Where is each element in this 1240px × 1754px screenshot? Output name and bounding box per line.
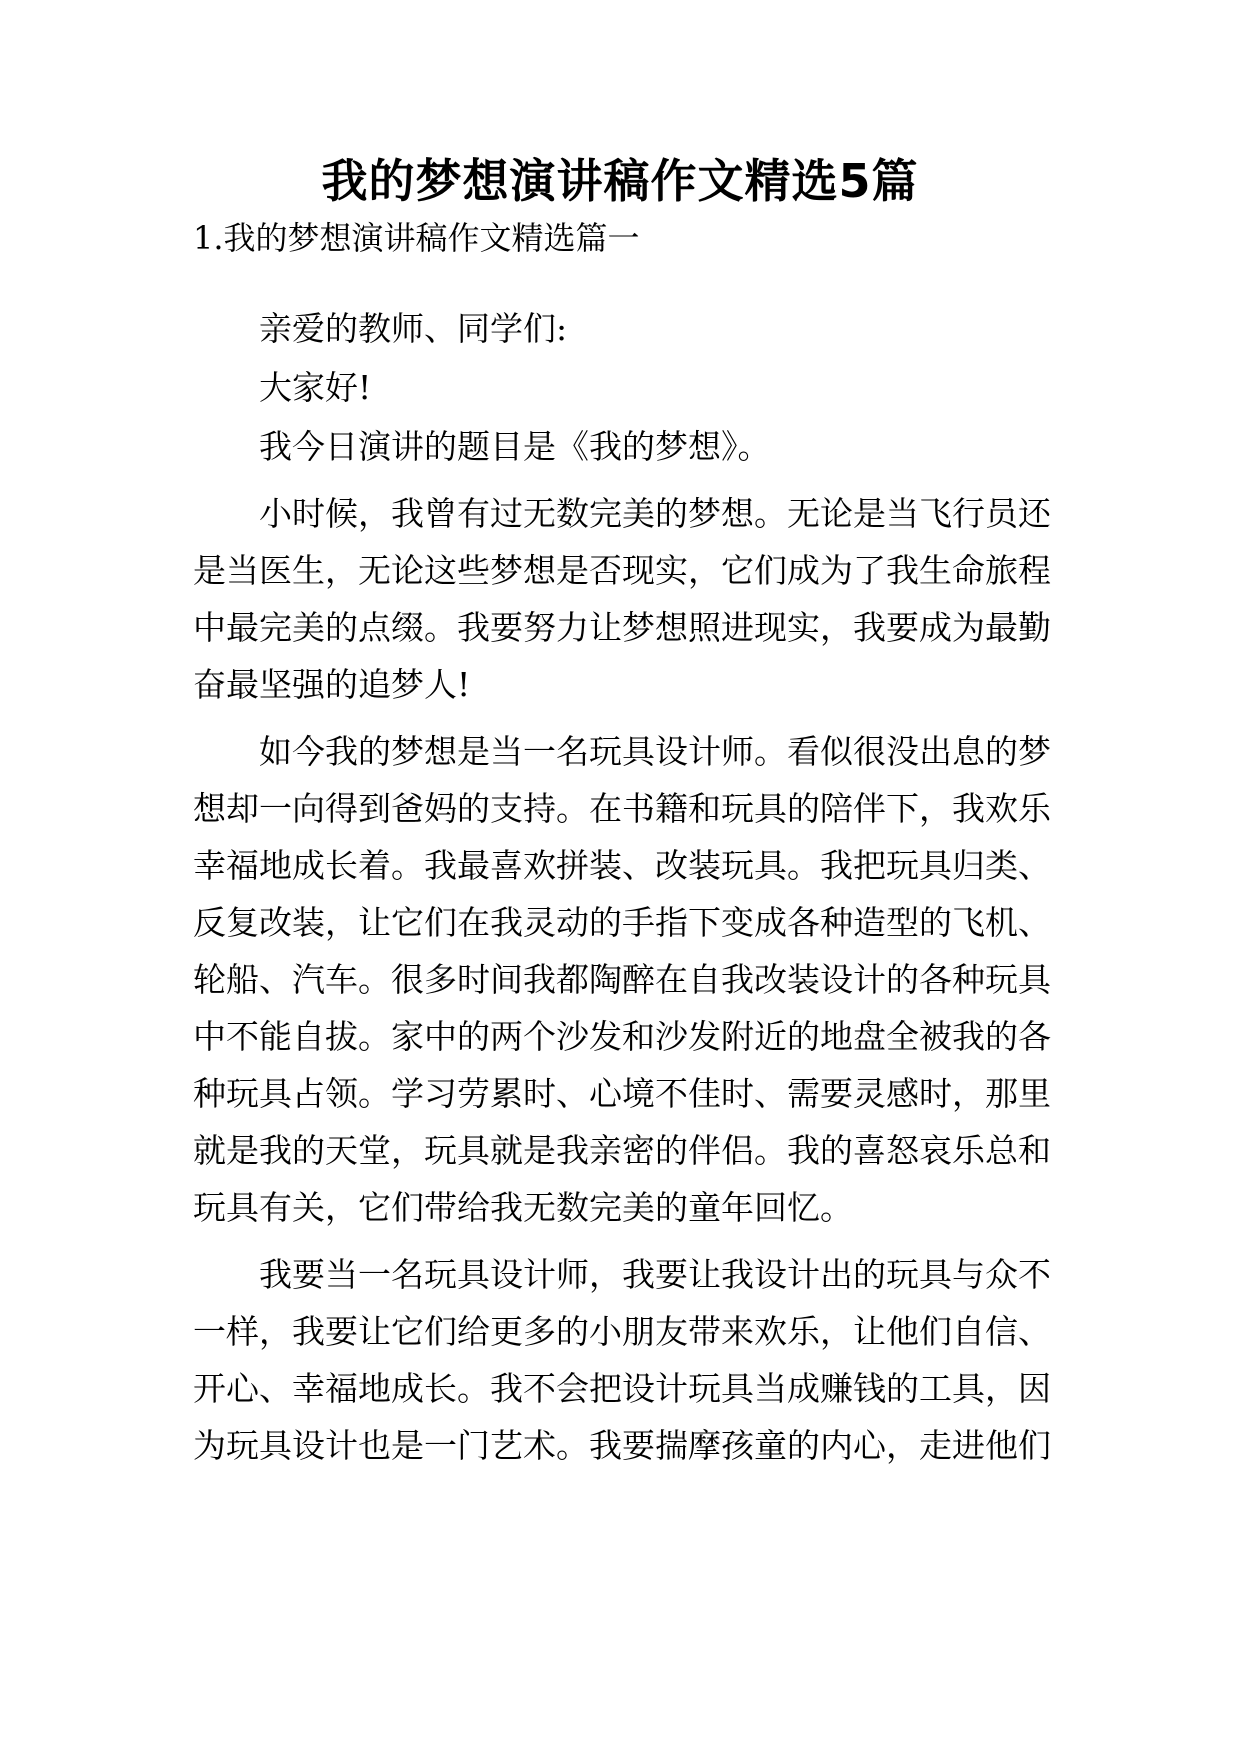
document-title: 我的梦想演讲稿作文精选5篇 <box>321 154 919 208</box>
body-paragraph: 小时候，我曾有过无数完美的梦想。无论是当飞行员还是当医生，无论这些梦想是否现实，它们成为了我生命旅程中最完美的点缀。我要努力让梦想照进现实，我要成为最勤奋最坚强的追梦人! <box>193 494 1051 704</box>
document-body <box>193 300 1061 1474</box>
greeting-paragraph: 大家好! <box>259 368 372 407</box>
salutation-paragraph: 亲爱的教师、同学们: <box>259 309 568 348</box>
body-paragraph: 我要当一名玩具设计师，我要让我设计出的玩具与众不一样，我要让它们给更多的小朋友带来欢乐，让他们自信、开心、幸福地成长。我不会把设计玩具当成赚钱的工具，因为玩具设计也是一门艺术。我要揣摩孩童的内心，走进他们 <box>193 1255 1051 1465</box>
topic-paragraph: 我今日演讲的题目是《我的梦想》。 <box>259 427 771 466</box>
body-paragraph: 如今我的梦想是当一名玩具设计师。看似很没出息的梦想却一向得到爸妈的支持。在书籍和玩具的陪伴下，我欢乐幸福地成长着。我最喜欢拼装、改装玩具。我把玩具归类、反复改装，让它们在我灵动的手指下变成各种造型的飞机、轮船、汽车。很多时间我都陶醉在自我改装设计的各种玩具中不能自拔。家中的两个沙发和沙发附近的地盘全被我的各种玩具占领。学习劳累时、心境不佳时、需要灵感时，那里就是我的天堂，玩具就是我亲密的伴侣。我的喜怒哀乐总和玩具有关，它们带给我无数完美的童年回忆。 <box>193 732 1051 1227</box>
section-heading: 1.我的梦想演讲稿作文精选篇一 <box>193 219 640 257</box>
